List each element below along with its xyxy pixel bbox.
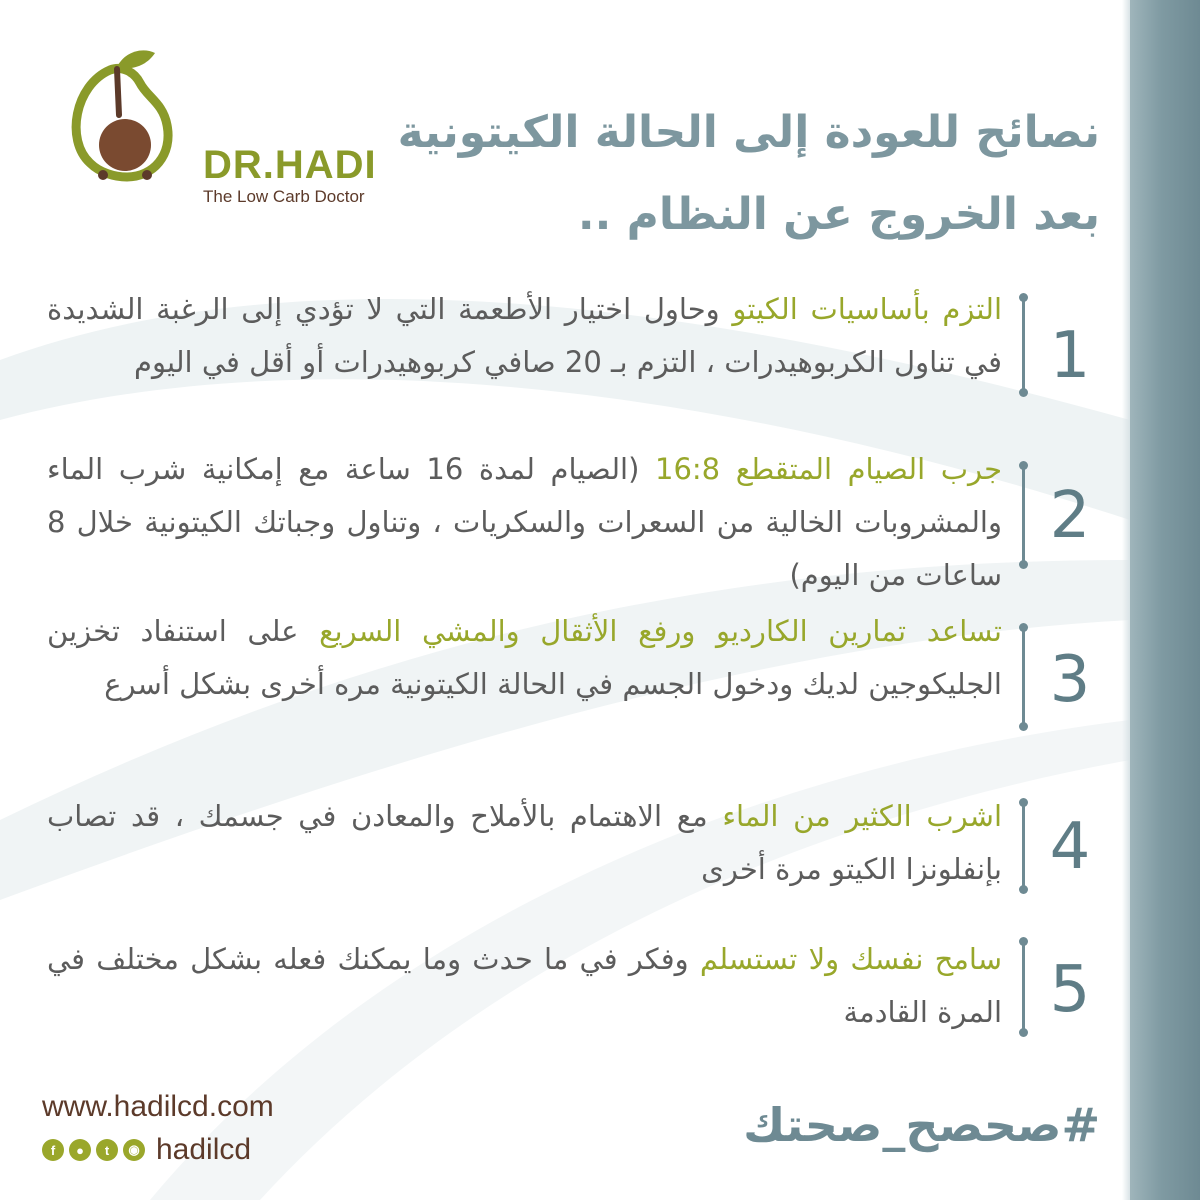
tip-text <box>47 933 1002 1039</box>
tip-body: وفكر في ما حدث وما يمكنك فعله بشكل مختلف في المرة القادمة <box>47 942 1002 1029</box>
tip-body: وحاول اختيار الأطعمة التي لا تؤدي إلى الرغبة الشديدة في تناول الكربوهيدرات ، التزم بـ 20 صافي كربوهيدرات أو أقل في اليوم <box>47 292 1002 379</box>
tip-body: على استنفاد تخزين الجليكوجين لديك ودخول الجسم في الحالة الكيتونية مره أخرى بشكل أسرع <box>47 614 1002 701</box>
website-link[interactable]: www.hadilcd.com <box>42 1090 274 1123</box>
tip-text <box>47 605 1002 711</box>
tip-item <box>47 790 1100 900</box>
social-bar <box>42 1133 251 1167</box>
tip-number: 4 <box>1049 810 1091 884</box>
brand-tagline: The Low Carb Doctor <box>203 187 365 206</box>
logo <box>55 45 377 206</box>
tip-divider <box>1022 627 1025 727</box>
tip-item <box>47 933 1100 1043</box>
instagram-icon[interactable]: ◉ <box>123 1139 145 1161</box>
tip-highlight: التزم بأساسيات الكيتو <box>732 292 1002 326</box>
tip-highlight: جرب الصيام المتقطع 16:8 <box>655 452 1002 486</box>
tip-text <box>47 283 1002 389</box>
tip-body: (الصيام لمدة 16 ساعة مع إمكانية شرب الماء والمشروبات الخالية من السعرات والسكريات ، وتناول وجباتك الكيتونية خلال 8 ساعات من اليوم) <box>47 452 1002 592</box>
tip-item <box>47 283 1100 423</box>
tip-item <box>47 443 1100 592</box>
tip-number: 1 <box>1049 319 1091 393</box>
tip-divider <box>1022 465 1025 565</box>
tip-number: 2 <box>1049 479 1091 553</box>
tip-highlight: اشرب الكثير من الماء <box>722 799 1003 833</box>
side-strip <box>1130 0 1200 1200</box>
title-line-1: نصائح للعودة إلى الحالة الكيتونية <box>397 107 1100 158</box>
tip-number: 5 <box>1049 953 1091 1027</box>
tip-divider <box>1022 297 1025 393</box>
tip-text <box>47 443 1002 602</box>
page-title <box>340 92 1100 256</box>
twitter-icon[interactable]: t <box>96 1139 118 1161</box>
tip-highlight: سامح نفسك ولا تستسلم <box>699 942 1003 976</box>
tip-divider <box>1022 941 1025 1033</box>
facebook-icon[interactable]: f <box>42 1139 64 1161</box>
avocado-icon <box>55 45 205 195</box>
hashtag: #صحصح_صحتك <box>743 1098 1100 1152</box>
tip-body: مع الاهتمام بالأملاح والمعادن في جسمك ، قد تصاب بإنفلونزا الكيتو مرة أخرى <box>47 799 1002 886</box>
title-line-2: بعد الخروج عن النظام .. <box>577 189 1100 240</box>
tip-divider <box>1022 802 1025 890</box>
social-handle[interactable]: hadilcd <box>156 1133 252 1166</box>
tip-number: 3 <box>1049 643 1091 717</box>
tip-text <box>47 790 1002 896</box>
tip-highlight: تساعد تمارين الكارديو ورفع الأثقال والمشي السريع <box>319 614 1002 648</box>
tip-item <box>47 605 1100 745</box>
snapchat-icon[interactable]: ● <box>69 1139 91 1161</box>
brand-name: DR.HADI <box>203 143 377 187</box>
